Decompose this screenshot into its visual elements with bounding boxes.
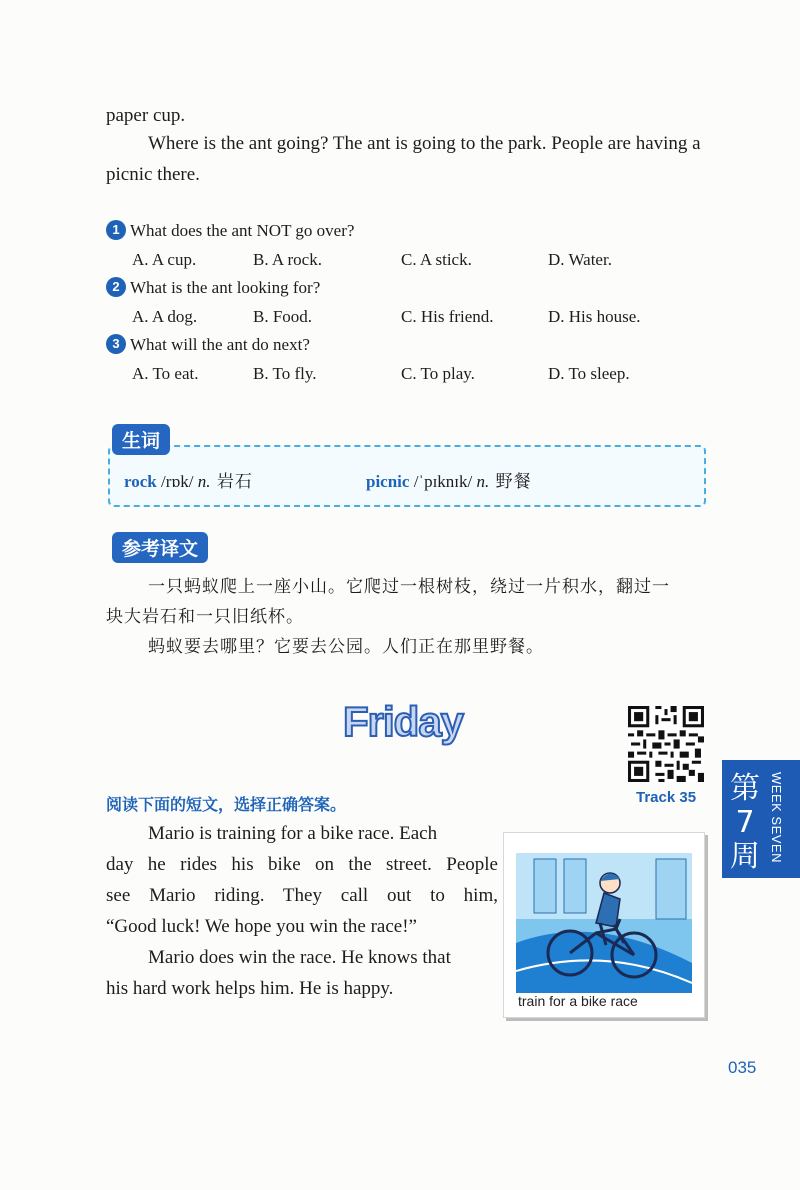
vocab-pos: n.: [476, 472, 490, 491]
story-line: Mario does win the race. He knows that: [148, 947, 451, 968]
vocab-phonetic: /rɒk/: [156, 472, 198, 491]
reading-instruction: 阅读下面的短文，选择正确答案。: [106, 795, 347, 814]
question-text: What will the ant do next?: [130, 335, 310, 354]
option-c[interactable]: C. A stick.: [401, 250, 472, 269]
friday-story: [106, 818, 498, 1004]
options-3: [106, 362, 706, 391]
question-number: 2: [106, 277, 126, 297]
translation-para1-line2: 块大岩石和一只旧纸杯。: [106, 607, 304, 627]
options-1: [106, 248, 706, 277]
question-2: [106, 277, 706, 305]
vocab-phonetic: /ˈpɪknɪk/: [409, 472, 477, 491]
option-d[interactable]: D. His house.: [548, 307, 641, 326]
option-c[interactable]: C. To play.: [401, 364, 475, 383]
option-a[interactable]: A. A cup.: [132, 250, 197, 269]
vocab-pos: n.: [197, 472, 211, 491]
illustration-caption: train for a bike race: [518, 993, 638, 1009]
question-text: What does the ant NOT go over?: [130, 221, 355, 240]
vocab-word: picnic: [366, 472, 410, 491]
translation-label-badge: 参考译文: [112, 532, 208, 563]
option-d[interactable]: D. To sleep.: [548, 364, 630, 383]
story-line: day he rides his bike on the street. People: [106, 854, 498, 875]
vocab-meaning: 野餐: [489, 472, 532, 492]
translation-para1-line1: 一只蚂蚁爬上一座小山。它爬过一根树枝，绕过一片积水，翻过一: [148, 577, 670, 597]
week-tab-en: WEEK SEVEN: [769, 772, 784, 863]
translation-para2: 蚂蚁要去哪里？它要去公园。人们正在那里野餐。: [148, 637, 544, 657]
option-b[interactable]: B. A rock.: [253, 250, 322, 269]
illustration-card: [503, 832, 705, 1018]
vocab-meaning: 岩石: [210, 472, 253, 492]
section-title: Friday: [343, 698, 464, 745]
options-2: [106, 305, 706, 334]
story-line-end: paper cup.: [106, 105, 186, 126]
story-line: see Mario riding. They call out to him,: [106, 885, 498, 906]
story-line: Mario is training for a bike race. Each: [148, 823, 438, 844]
question-text: What is the ant looking for?: [130, 278, 321, 297]
vocab-word: rock: [124, 472, 157, 491]
track-label: Track 35: [636, 789, 697, 806]
option-b[interactable]: B. Food.: [253, 307, 313, 326]
option-b[interactable]: B. To fly.: [253, 364, 317, 383]
qr-code-icon[interactable]: [628, 706, 704, 782]
vocab-box: [108, 445, 706, 507]
question-number: 3: [106, 334, 126, 354]
question-number: 1: [106, 220, 126, 240]
week-side-tab: [722, 760, 800, 878]
page-number: 035: [728, 1058, 757, 1077]
vocab-item-rock: [124, 467, 253, 492]
bike-rider-illustration: [516, 853, 692, 993]
question-1: [106, 220, 706, 248]
question-3: [106, 334, 706, 362]
option-a[interactable]: A. A dog.: [132, 307, 198, 326]
vocab-label-badge: 生词: [112, 424, 170, 455]
option-c[interactable]: C. His friend.: [401, 307, 494, 326]
week-tab-cn: 第7周: [730, 771, 760, 874]
option-a[interactable]: A. To eat.: [132, 364, 199, 383]
option-d[interactable]: D. Water.: [548, 250, 612, 269]
vocab-item-picnic: [366, 467, 532, 492]
story-line: his hard work helps him. He is happy.: [106, 978, 394, 999]
questions: [106, 220, 706, 391]
story-paragraph-2: Where is the ant going? The ant is going to the park. People are having a picnic there.: [106, 133, 701, 185]
story-line: “Good luck! We hope you win the race!”: [106, 916, 417, 937]
